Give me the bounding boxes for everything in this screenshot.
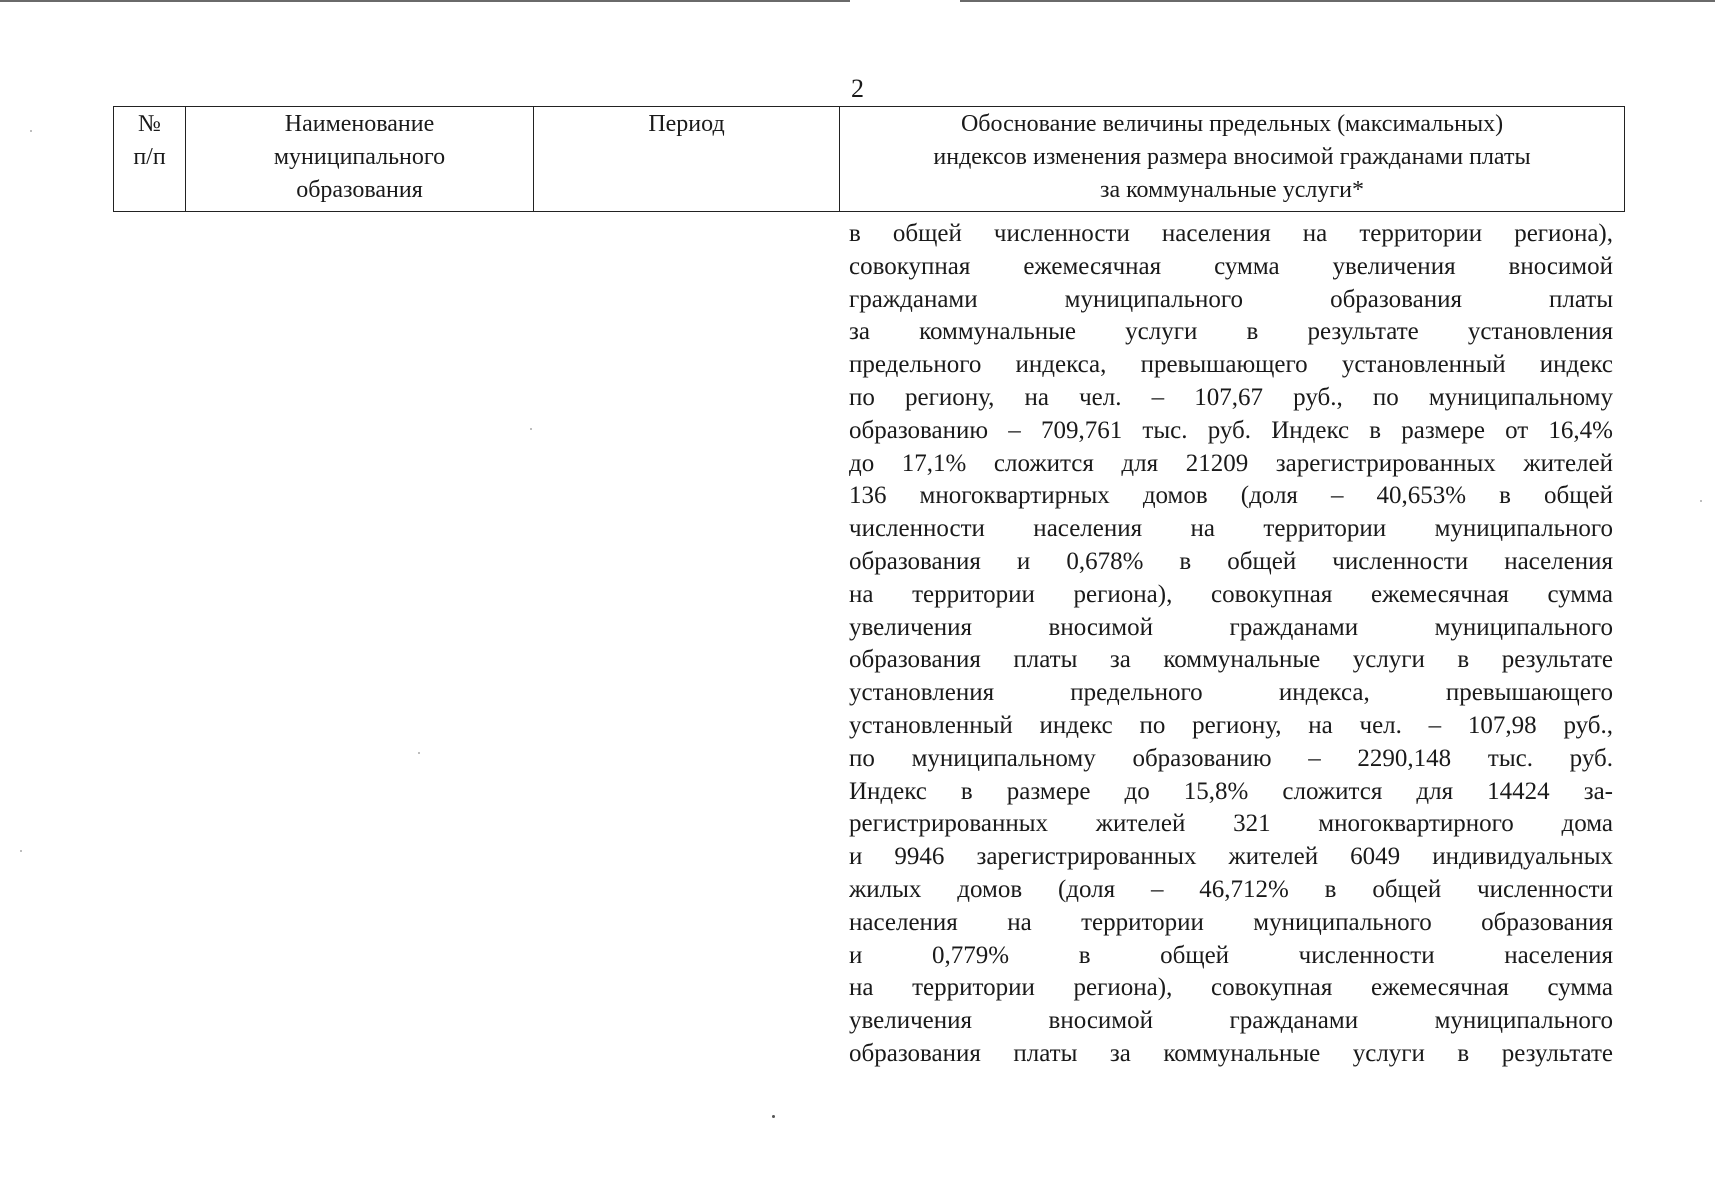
text-line: в общей численности населения на территории региона),: [849, 220, 1613, 247]
text-line: установленный индекс по региону, на чел. – 107,98 руб.,: [849, 711, 1613, 739]
header-text: п/п: [133, 144, 166, 170]
text-line: численности населения на территории муниципального: [849, 515, 1613, 543]
header-cell-period: [534, 107, 840, 211]
text-line: на территории региона), совокупная ежемесячная сумма: [849, 974, 1613, 1002]
text-line: по региону, на чел. – 107,67 руб., по муниципальному: [849, 383, 1613, 411]
text-line: жилых домов (доля – 46,712% в общей численности: [849, 875, 1613, 903]
text-line: до 17,1% сложится для 21209 зарегистрированных жителей: [849, 449, 1613, 477]
scan-speck: [1700, 500, 1702, 502]
header-cell-number: [114, 107, 186, 211]
header-cell-justification: [840, 107, 1624, 211]
header-text: образования: [296, 177, 423, 203]
text-line: образования платы за коммунальные услуги в результате: [849, 1039, 1613, 1067]
page-number: 2: [851, 74, 864, 103]
justification-text: [849, 218, 1613, 1071]
text-line: совокупная ежемесячная сумма увеличения вносимой: [849, 252, 1613, 280]
text-line: предельного индекса, превышающего установленный индекс: [849, 351, 1613, 379]
header-cell-municipality: [186, 107, 534, 211]
scan-top-edge-right: [960, 0, 1715, 2]
text-line: регистрированных жителей 321 многоквартирного дома: [849, 810, 1613, 838]
scan-speck: [418, 752, 420, 754]
text-line: Индекс в размере до 15,8% сложится для 14424 за-: [849, 777, 1613, 805]
text-line: образования платы за коммунальные услуги в результате: [849, 646, 1613, 674]
text-line: и 0,779% в общей численности населения: [849, 941, 1613, 969]
header-text: индексов изменения размера вносимой гражданами платы: [933, 144, 1531, 170]
table-header-row: [113, 106, 1625, 212]
scan-top-edge-left: [0, 0, 850, 2]
text-line: увеличения вносимой гражданами муниципального: [849, 1007, 1613, 1035]
text-line: населения на территории муниципального образования: [849, 908, 1613, 936]
header-text: Период: [648, 111, 725, 137]
header-text: Наименование: [284, 111, 435, 137]
header-text: муниципального: [273, 144, 446, 170]
header-text: Обоснование величины предельных (максимальных): [960, 111, 1504, 137]
text-line: 136 многоквартирных домов (доля – 40,653% в общей: [849, 482, 1613, 510]
text-line: образованию – 709,761 тыс. руб. Индекс в размере от 16,4%: [849, 416, 1613, 444]
scan-speck: [772, 1115, 775, 1118]
header-text: №: [138, 111, 161, 137]
text-line: установления предельного индекса, превышающего: [849, 679, 1613, 707]
scan-speck: [530, 428, 532, 430]
text-line: по муниципальному образованию – 2290,148 тыс. руб.: [849, 744, 1613, 772]
text-line: и 9946 зарегистрированных жителей 6049 индивидуальных: [849, 843, 1613, 871]
text-line: на территории региона), совокупная ежемесячная сумма: [849, 580, 1613, 608]
text-line: увеличения вносимой гражданами муниципального: [849, 613, 1613, 641]
text-line: гражданами муниципального образования платы: [849, 285, 1613, 313]
scan-speck: [30, 130, 32, 132]
text-line: образования и 0,678% в общей численности населения: [849, 547, 1613, 575]
scan-speck: [20, 850, 22, 852]
header-text: за коммунальные услуги*: [1099, 177, 1365, 203]
text-line: за коммунальные услуги в результате установления: [849, 318, 1613, 346]
